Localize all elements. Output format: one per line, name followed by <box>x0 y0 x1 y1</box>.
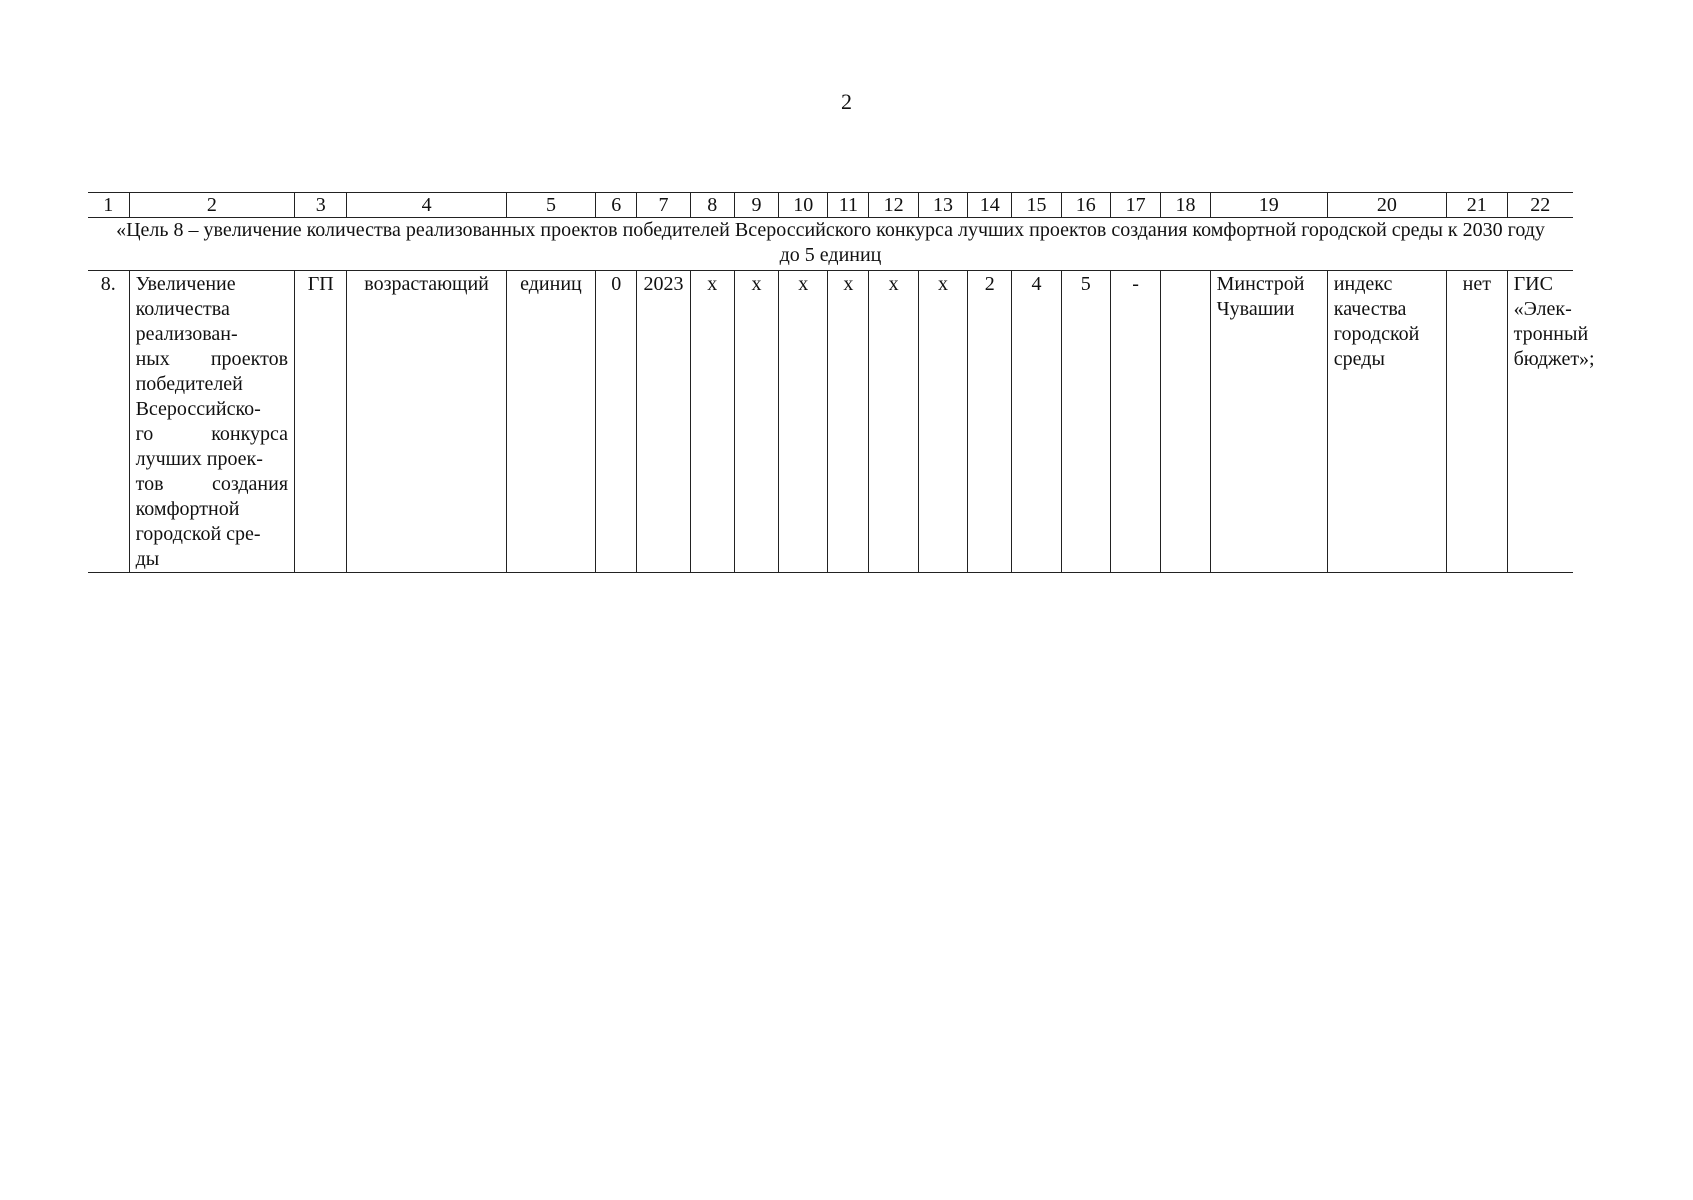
indicator-trend: возрастающий <box>347 271 506 573</box>
indicator-name-line: городской сре- <box>135 523 261 545</box>
column-number: 5 <box>506 193 595 218</box>
information-system-line: тронный <box>1513 323 1589 345</box>
indicator-level: ГП <box>295 271 347 573</box>
responsible-agency-line: Чувашии <box>1216 298 1295 320</box>
base-year: 2023 <box>637 271 690 573</box>
value-col-12: х <box>869 271 918 573</box>
column-number: 18 <box>1161 193 1210 218</box>
column-number: 10 <box>779 193 828 218</box>
row-number: 8. <box>88 271 129 573</box>
indicator-name-line: ды <box>135 548 160 570</box>
indicator-name-line: Увеличение <box>135 273 236 295</box>
column-number: 1 <box>88 193 129 218</box>
column-number: 2 <box>129 193 294 218</box>
indicator-name-line: тов создания <box>135 473 289 495</box>
column-number: 19 <box>1210 193 1327 218</box>
related-indicator-line: городской <box>1333 323 1420 345</box>
indicator-name-line: го конкурса <box>135 423 289 445</box>
column-number: 3 <box>295 193 347 218</box>
base-value: 0 <box>596 271 637 573</box>
column-number-row <box>88 193 1573 218</box>
page-number: 2 <box>841 89 852 114</box>
indicator-table <box>88 192 1595 573</box>
table-row <box>88 271 1573 573</box>
column-number: 8 <box>690 193 734 218</box>
column-number: 7 <box>637 193 690 218</box>
value-col-13: х <box>918 271 967 573</box>
related-indicator-line: индекс <box>1333 273 1393 295</box>
goal-heading: «Цель 8 – увеличение количества реализованных проектов победителей Всероссийского конкурса лучших проектов создания комфортной городской среды к 2030 году до 5 единиц <box>88 218 1573 271</box>
value-col-15: 4 <box>1012 271 1061 573</box>
goal-row <box>88 218 1573 271</box>
indicator-name-line: победителей <box>135 373 243 395</box>
column-number: 9 <box>734 193 778 218</box>
indicator-name <box>129 271 294 573</box>
related-indicator <box>1327 271 1446 573</box>
responsible-agency-line: Минстрой <box>1216 273 1305 295</box>
related-indicator-line: среды <box>1333 348 1385 370</box>
indicator-name-line: ных проектов <box>135 348 289 370</box>
column-number: 16 <box>1061 193 1110 218</box>
indicator-name-line: реализован- <box>135 323 238 345</box>
indicator-name-line: количества <box>135 298 230 320</box>
value-col-9: х <box>734 271 778 573</box>
indicator-name-line: комфортной <box>135 498 240 520</box>
information-system <box>1507 271 1595 573</box>
information-system-line: «Элек- <box>1513 298 1572 320</box>
column-number: 11 <box>828 193 869 218</box>
indicator-name-line: Всероссийско- <box>135 398 261 420</box>
value-col-17: - <box>1110 271 1160 573</box>
indicator-name-line: лучших проек- <box>135 448 263 470</box>
column-number: 22 <box>1507 193 1573 218</box>
related-indicator-line: качества <box>1333 298 1407 320</box>
value-col-18 <box>1161 271 1210 573</box>
column-number: 17 <box>1110 193 1160 218</box>
unit-of-measure: единиц <box>506 271 595 573</box>
column-number: 6 <box>596 193 637 218</box>
value-col-8: х <box>690 271 734 573</box>
indicator-table-container <box>88 192 1595 573</box>
column-number: 13 <box>918 193 967 218</box>
value-col-16: 5 <box>1061 271 1110 573</box>
column-number: 4 <box>347 193 506 218</box>
information-system-line: бюджет»; <box>1513 348 1595 370</box>
value-col-10: х <box>779 271 828 573</box>
value-col-11: х <box>828 271 869 573</box>
column-number: 15 <box>1012 193 1061 218</box>
column-number: 14 <box>968 193 1012 218</box>
column-number: 12 <box>869 193 918 218</box>
column-number: 20 <box>1327 193 1446 218</box>
column-number: 21 <box>1446 193 1507 218</box>
value-col-14: 2 <box>968 271 1012 573</box>
value-col-21: нет <box>1446 271 1507 573</box>
responsible-agency <box>1210 271 1327 573</box>
information-system-line: ГИС <box>1513 273 1553 295</box>
